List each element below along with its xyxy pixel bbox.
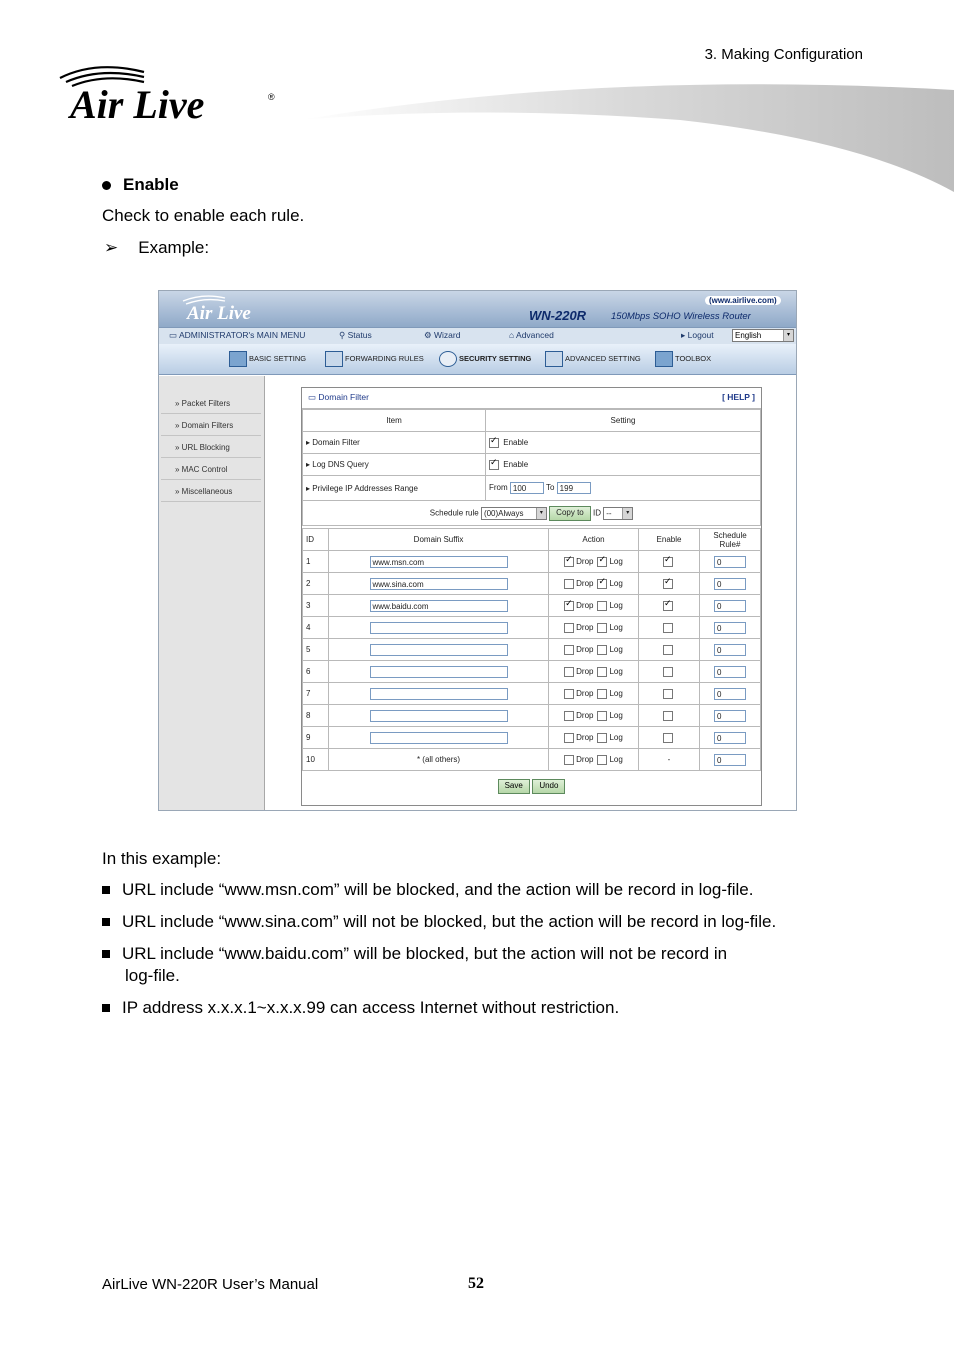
enable-checkbox[interactable] — [663, 623, 673, 633]
entry-enable-cell — [639, 551, 700, 573]
entry-id: 7 — [303, 683, 329, 705]
enable-checkbox[interactable] — [663, 711, 673, 721]
sidebar-item-mac-control[interactable]: » MAC Control — [161, 460, 261, 480]
domain-suffix-input[interactable] — [370, 622, 508, 634]
sidebar-item-domain-filters[interactable]: » Domain Filters — [161, 416, 261, 436]
security-setting-icon — [439, 351, 457, 367]
log-checkbox[interactable] — [597, 755, 607, 765]
sidebar-item-packet-filters[interactable]: » Packet Filters — [161, 394, 261, 414]
schedule-cell: Schedule rule (00)Always ▾ Copy to ID -- ▾ — [303, 501, 761, 526]
entry-action-cell — [549, 639, 639, 661]
enable-checkbox[interactable] — [663, 579, 673, 589]
drop-checkbox[interactable] — [564, 579, 574, 589]
enable-checkbox[interactable] — [663, 733, 673, 743]
log-checkbox[interactable] — [597, 601, 607, 611]
entry-domain-cell — [329, 617, 549, 639]
entry-action-cell — [549, 749, 639, 771]
enable-checkbox[interactable] — [663, 645, 673, 655]
log-label: Log — [609, 666, 623, 676]
domain-suffix-input[interactable]: www.baidu.com — [370, 600, 508, 612]
basic-setting-icon — [229, 351, 247, 367]
schedule-rule-input[interactable]: 0 — [714, 556, 746, 568]
router-screenshot — [158, 290, 797, 811]
col-item-header: Item — [303, 410, 486, 432]
chapter-title: 3. Making Configuration — [704, 46, 863, 63]
router-model: WN-220R — [529, 308, 587, 323]
tab-forwarding-rules[interactable]: FORWARDING RULES — [325, 350, 424, 368]
toolbox-icon — [655, 351, 673, 367]
log-checkbox[interactable] — [597, 711, 607, 721]
explanation-bullet-4: IP address x.x.x.1~x.x.x.99 can access Internet without restriction. — [102, 998, 619, 1018]
log-label: Log — [609, 622, 623, 632]
square-bullet-icon — [102, 918, 110, 926]
panel-title: ▭ Domain Filter — [308, 392, 369, 402]
col-domain-header: Domain Suffix — [329, 529, 549, 551]
table-row — [303, 661, 761, 683]
header-swoosh — [300, 80, 954, 200]
router-url[interactable]: (www.airlive.com) — [705, 296, 781, 305]
explanation-bullet-3-cont: log-file. — [125, 966, 180, 985]
privilege-ip-setting: From 100 To 199 — [486, 476, 761, 501]
svg-text:Air Live: Air Live — [187, 303, 251, 324]
drop-label: Drop — [576, 710, 594, 720]
explanation-bullet-3: URL include “www.baidu.com” will be blocked, but the action will not be record in — [102, 944, 727, 964]
table-row — [303, 705, 761, 727]
example-label: ➢ Example: — [104, 238, 210, 257]
domain-suffix-input[interactable] — [370, 710, 508, 722]
domain-entries-table — [302, 528, 761, 771]
enable-description: Check to enable each rule. — [102, 206, 305, 225]
drop-checkbox[interactable] — [564, 733, 574, 743]
drop-checkbox[interactable] — [564, 689, 574, 699]
entry-id: 8 — [303, 705, 329, 727]
log-label: Log — [609, 688, 623, 698]
sidebar-item-miscellaneous[interactable]: » Miscellaneous — [161, 482, 261, 502]
tab-advanced-setting[interactable]: ADVANCED SETTING — [545, 350, 641, 368]
drop-checkbox[interactable] — [564, 645, 574, 655]
square-bullet-icon — [102, 950, 110, 958]
router-tagline: 150Mbps SOHO Wireless Router — [611, 311, 751, 322]
schedule-rule-input[interactable]: 0 — [714, 666, 746, 678]
panel-buttons — [302, 779, 761, 794]
svg-text:Air Live: Air Live — [70, 82, 205, 127]
log-checkbox[interactable] — [597, 689, 607, 699]
drop-label: Drop — [576, 622, 594, 632]
entry-rule-cell — [700, 595, 761, 617]
entry-id: 10 — [303, 749, 329, 771]
entry-action-cell — [549, 705, 639, 727]
log-dns-label: ▸ Log DNS Query — [303, 454, 486, 476]
enable-checkbox[interactable] — [663, 601, 673, 611]
entry-rule-cell — [700, 661, 761, 683]
domain-filter-panel — [301, 387, 762, 806]
entry-domain-cell — [329, 573, 549, 595]
arrow-bullet-icon: ➢ — [104, 238, 119, 257]
col-setting-header: Setting — [486, 410, 761, 432]
sidebar-item-url-blocking[interactable]: » URL Blocking — [161, 438, 261, 458]
entry-domain-cell — [329, 661, 549, 683]
drop-label: Drop — [576, 556, 594, 566]
undo-button[interactable]: Undo — [532, 779, 565, 794]
col-schedule-header: Schedule Rule# — [700, 529, 761, 551]
entry-domain-cell — [329, 749, 549, 771]
log-checkbox[interactable] — [597, 645, 607, 655]
help-link[interactable]: [ HELP ] — [722, 392, 755, 402]
col-id-header: ID — [303, 529, 329, 551]
enable-checkbox[interactable] — [663, 689, 673, 699]
entry-id: 9 — [303, 727, 329, 749]
entry-action-cell — [549, 595, 639, 617]
entry-enable-cell — [639, 705, 700, 727]
settings-table — [302, 409, 761, 526]
advanced-setting-icon — [545, 351, 563, 367]
entry-rule-cell — [700, 727, 761, 749]
entry-action-cell — [549, 617, 639, 639]
enable-checkbox[interactable] — [663, 557, 673, 567]
menu-status[interactable]: ⚲ Status — [339, 330, 372, 340]
entry-rule-cell — [700, 683, 761, 705]
drop-checkbox[interactable] — [564, 623, 574, 633]
entry-id: 4 — [303, 617, 329, 639]
entry-domain-cell — [329, 639, 549, 661]
table-row — [303, 573, 761, 595]
drop-checkbox[interactable] — [564, 601, 574, 611]
log-label: Log — [609, 556, 623, 566]
entry-action-cell — [549, 683, 639, 705]
log-label: Log — [609, 754, 623, 764]
square-bullet-icon — [102, 886, 110, 894]
router-sidebar — [159, 376, 265, 810]
table-row — [303, 683, 761, 705]
entry-domain-cell — [329, 705, 549, 727]
log-checkbox[interactable] — [597, 667, 607, 677]
entry-rule-cell — [700, 639, 761, 661]
col-enable-header: Enable — [639, 529, 700, 551]
entry-action-cell — [549, 573, 639, 595]
schedule-rule-select[interactable]: (00)Always ▾ — [481, 507, 547, 520]
schedule-rule-input[interactable]: 0 — [714, 688, 746, 700]
menu-admin-main[interactable]: ▭ ADMINISTRATOR's MAIN MENU — [169, 330, 306, 340]
entry-id: 3 — [303, 595, 329, 617]
entry-id: 6 — [303, 661, 329, 683]
square-bullet-icon — [102, 1004, 110, 1012]
domain-filter-row — [303, 432, 761, 454]
router-banner — [159, 291, 796, 327]
log-checkbox[interactable] — [597, 579, 607, 589]
table-row — [303, 595, 761, 617]
schedule-rule-input[interactable]: 0 — [714, 644, 746, 656]
drop-checkbox[interactable] — [564, 711, 574, 721]
entry-rule-cell — [700, 705, 761, 727]
entry-domain-all-others: * (all others) — [416, 755, 461, 764]
domain-filter-setting: ✓ Enable — [486, 432, 761, 454]
entry-enable-cell — [639, 639, 700, 661]
domain-filter-label: ▸ Domain Filter — [303, 432, 486, 454]
domain-suffix-input[interactable] — [370, 732, 508, 744]
log-dns-setting: ✓ Enable — [486, 454, 761, 476]
drop-label: Drop — [576, 688, 594, 698]
explanation-bullet-1: URL include “www.msn.com” will be blocked, and the action will be record in log-file. — [102, 880, 753, 900]
bullet-dot-icon — [102, 181, 111, 190]
entry-domain-cell — [329, 595, 549, 617]
enable-heading: Enable — [102, 175, 179, 195]
dropdown-arrow-icon: ▾ — [536, 508, 546, 519]
entry-enable-cell — [639, 683, 700, 705]
entry-rule-cell — [700, 573, 761, 595]
table-row — [303, 749, 761, 771]
entry-rule-cell — [700, 749, 761, 771]
drop-checkbox[interactable] — [564, 755, 574, 765]
entry-id: 2 — [303, 573, 329, 595]
entry-id: 5 — [303, 639, 329, 661]
table-row — [303, 639, 761, 661]
entry-enable-cell — [639, 749, 700, 771]
copy-id-select[interactable]: -- ▾ — [603, 507, 633, 520]
schedule-row — [303, 501, 761, 526]
schedule-rule-input[interactable]: 0 — [714, 732, 746, 744]
entry-rule-cell — [700, 617, 761, 639]
privilege-ip-row — [303, 476, 761, 501]
log-label: Log — [609, 710, 623, 720]
enable-na: - — [667, 755, 671, 764]
router-menubar — [159, 327, 796, 345]
entry-enable-cell — [639, 617, 700, 639]
log-label: Log — [609, 578, 623, 588]
language-select[interactable]: English ▾ — [732, 329, 794, 342]
domain-suffix-input[interactable] — [370, 666, 508, 678]
router-tabs — [159, 344, 796, 375]
entry-enable-cell — [639, 573, 700, 595]
drop-label: Drop — [576, 666, 594, 676]
enable-checkbox[interactable] — [663, 667, 673, 677]
log-checkbox[interactable] — [597, 557, 607, 567]
router-brand-logo — [179, 292, 289, 326]
example-intro: In this example: — [102, 849, 222, 868]
tab-basic-setting[interactable]: BASIC SETTING — [229, 350, 306, 368]
tab-security-setting[interactable]: SECURITY SETTING — [439, 350, 531, 368]
domain-suffix-input[interactable]: www.sina.com — [370, 578, 508, 590]
log-checkbox[interactable] — [597, 733, 607, 743]
entry-id: 1 — [303, 551, 329, 573]
col-action-header: Action — [549, 529, 639, 551]
entry-enable-cell — [639, 661, 700, 683]
entry-enable-cell — [639, 595, 700, 617]
domain-suffix-input[interactable]: www.msn.com — [370, 556, 508, 568]
privilege-to-input[interactable]: 199 — [557, 482, 591, 494]
tab-toolbox[interactable]: TOOLBOX — [655, 350, 711, 368]
domain-suffix-input[interactable] — [370, 688, 508, 700]
log-label: Log — [609, 644, 623, 654]
page-number: 52 — [468, 1275, 484, 1292]
entry-action-cell — [549, 661, 639, 683]
log-label: Log — [609, 600, 623, 610]
entry-action-cell — [549, 727, 639, 749]
airlive-logo — [56, 58, 286, 128]
menu-logout[interactable]: ▸ Logout — [681, 330, 714, 340]
log-dns-row — [303, 454, 761, 476]
table-row — [303, 727, 761, 749]
menu-advanced[interactable]: ⌂ Advanced — [509, 330, 554, 340]
entry-domain-cell — [329, 551, 549, 573]
dropdown-arrow-icon: ▾ — [622, 508, 632, 519]
schedule-rule-input[interactable]: 0 — [714, 622, 746, 634]
panel-title-bar — [302, 388, 761, 409]
domain-filter-enable-checkbox[interactable] — [489, 438, 499, 448]
svg-text:®: ® — [268, 92, 275, 102]
table-row — [303, 551, 761, 573]
drop-checkbox[interactable] — [564, 557, 574, 567]
explanation-bullet-2: URL include “www.sina.com” will not be blocked, but the action will be record in log-file. — [102, 912, 776, 932]
schedule-rule-input[interactable]: 0 — [714, 710, 746, 722]
schedule-rule-input[interactable]: 0 — [714, 578, 746, 590]
entry-rule-cell — [700, 551, 761, 573]
settings-header-row — [303, 410, 761, 432]
schedule-rule-input[interactable]: 0 — [714, 600, 746, 612]
drop-label: Drop — [576, 644, 594, 654]
log-label: Log — [609, 732, 623, 742]
domain-suffix-input[interactable] — [370, 644, 508, 656]
dropdown-arrow-icon: ▾ — [783, 330, 793, 341]
save-button[interactable]: Save — [498, 779, 530, 794]
copy-to-button[interactable]: Copy to — [549, 506, 591, 521]
entry-domain-cell — [329, 683, 549, 705]
footer-manual-title: AirLive WN-220R User’s Manual — [102, 1276, 319, 1293]
entry-enable-cell — [639, 727, 700, 749]
privilege-ip-label: ▸ Privilege IP Addresses Range — [303, 476, 486, 501]
entry-domain-cell — [329, 727, 549, 749]
drop-label: Drop — [576, 754, 594, 764]
drop-checkbox[interactable] — [564, 667, 574, 677]
drop-label: Drop — [576, 732, 594, 742]
drop-label: Drop — [576, 600, 594, 610]
entry-action-cell — [549, 551, 639, 573]
log-checkbox[interactable] — [597, 623, 607, 633]
privilege-from-input[interactable]: 100 — [510, 482, 544, 494]
menu-wizard[interactable]: ⚙ Wizard — [424, 330, 461, 340]
schedule-rule-input[interactable]: 0 — [714, 754, 746, 766]
table-row — [303, 617, 761, 639]
log-dns-enable-checkbox[interactable] — [489, 460, 499, 470]
entries-header-row — [303, 529, 761, 551]
drop-label: Drop — [576, 578, 594, 588]
forwarding-rules-icon — [325, 351, 343, 367]
